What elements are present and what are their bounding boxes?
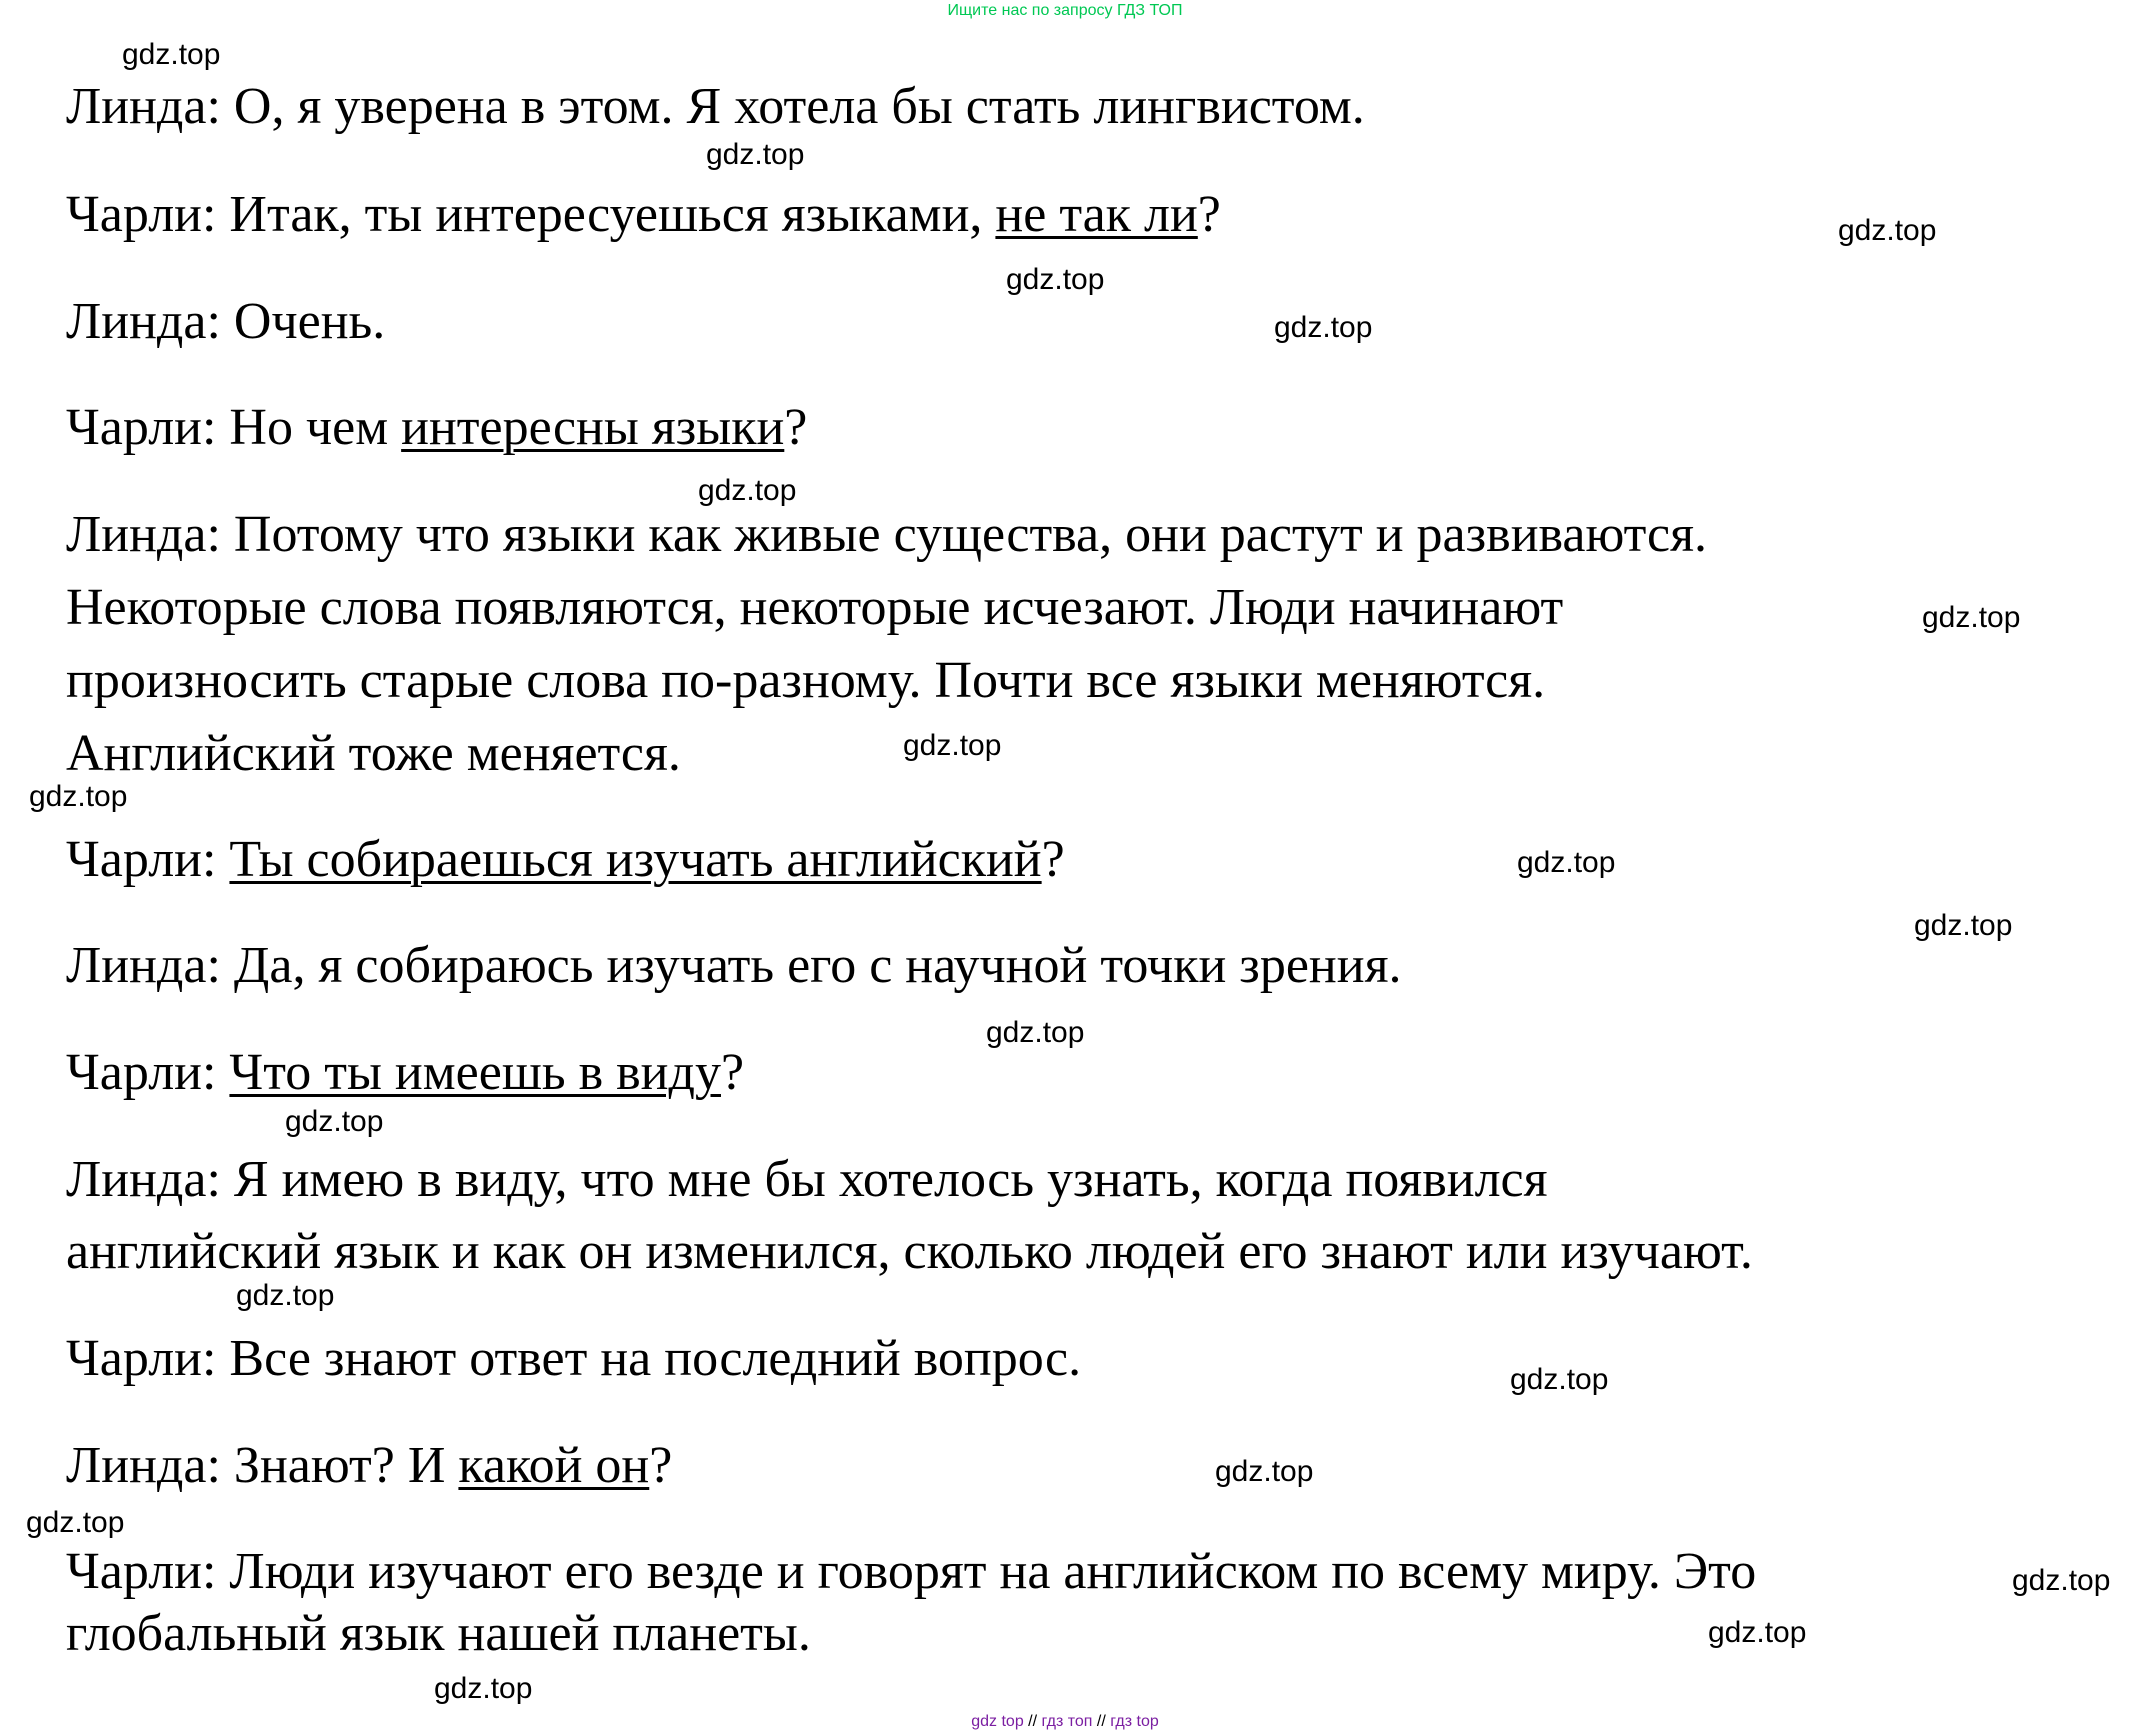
underlined-phrase: интересны языки xyxy=(401,399,785,456)
line-text: Но чем xyxy=(216,399,402,456)
watermark: gdz.top xyxy=(706,138,805,171)
line-text: Некоторые слова появляются, некоторые исчезают. Люди начинают xyxy=(66,579,1564,636)
line-text xyxy=(216,831,229,888)
footer-link[interactable]: гдз top xyxy=(1110,1713,1159,1730)
line-text: Да, я собираюсь изучать его с научной точки зрения. xyxy=(220,937,1402,994)
dialogue-line-5-cont xyxy=(66,651,1545,711)
watermark: gdz.top xyxy=(1510,1363,1609,1396)
speaker-label: Линда: xyxy=(66,1437,221,1494)
watermark: gdz.top xyxy=(236,1279,335,1312)
line-text: произносить старые слова по-разному. Почти все языки меняются. xyxy=(66,652,1546,709)
dialogue-line-7 xyxy=(66,936,1401,996)
underlined-phrase: не так ли xyxy=(995,186,1198,243)
dialogue-line-12-cont xyxy=(66,1604,811,1664)
speaker-label: Линда: xyxy=(66,937,221,994)
dialogue-line-5-cont xyxy=(66,578,1563,638)
line-text: О, я уверена в этом. Я хотела бы стать лингвистом. xyxy=(220,78,1365,135)
watermark: gdz.top xyxy=(2012,1564,2111,1597)
watermark: gdz.top xyxy=(1274,311,1373,344)
watermark: gdz.top xyxy=(1922,601,2021,634)
dialogue-line-6 xyxy=(66,830,1065,890)
underlined-phrase: Что ты имеешь в виду xyxy=(229,1044,721,1101)
line-text: ? xyxy=(1197,186,1221,243)
line-text: ? xyxy=(1041,831,1065,888)
footer-link[interactable]: гдз топ xyxy=(1041,1713,1093,1730)
line-text: ? xyxy=(649,1437,673,1494)
line-text: Люди изучают его везде и говорят на английском по всему миру. Это xyxy=(216,1543,1757,1600)
line-text: Знают? И xyxy=(220,1437,459,1494)
line-text: глобальный язык нашей планеты. xyxy=(66,1605,811,1662)
line-text: Я имею в виду, что мне бы хотелось узнать, когда появился xyxy=(220,1151,1548,1208)
dialogue-line-5 xyxy=(66,505,1707,565)
dialogue-line-9-cont xyxy=(66,1222,1753,1282)
line-text: английский язык и как он изменился, сколько людей его знают или изучают. xyxy=(66,1223,1753,1280)
watermark: gdz.top xyxy=(1517,846,1616,879)
speaker-label: Чарли: xyxy=(66,399,217,456)
watermark: gdz.top xyxy=(1215,1455,1314,1488)
watermark: gdz.top xyxy=(26,1506,125,1539)
speaker-label: Линда: xyxy=(66,293,221,350)
dialogue-line-8 xyxy=(66,1043,744,1103)
dialogue-line-12 xyxy=(66,1542,1756,1602)
underlined-phrase: Ты собираешься изучать английский xyxy=(229,831,1042,888)
speaker-label: Линда: xyxy=(66,78,221,135)
watermark: gdz.top xyxy=(434,1672,533,1705)
dialogue-line-4 xyxy=(66,398,807,458)
footer-link[interactable]: gdz top xyxy=(971,1713,1024,1730)
watermark: gdz.top xyxy=(698,474,797,507)
line-text xyxy=(216,1044,229,1101)
underlined-phrase: какой он xyxy=(458,1437,650,1494)
dialogue-line-3 xyxy=(66,292,385,352)
watermark: gdz.top xyxy=(1708,1616,1807,1649)
footer-separator: // xyxy=(1028,1713,1038,1730)
speaker-label: Чарли: xyxy=(66,186,217,243)
speaker-label: Чарли: xyxy=(66,1330,217,1387)
speaker-label: Чарли: xyxy=(66,1044,217,1101)
line-text: Итак, ты интересуешься языками, xyxy=(216,186,996,243)
dialogue-line-9 xyxy=(66,1150,1548,1210)
dialogue-line-5-cont xyxy=(66,724,681,784)
line-text: Все знают ответ на последний вопрос. xyxy=(216,1330,1082,1387)
watermark: gdz.top xyxy=(903,729,1002,762)
line-text: ? xyxy=(784,399,808,456)
speaker-label: Чарли: xyxy=(66,831,217,888)
line-text: Потому что языки как живые существа, они растут и развиваются. xyxy=(220,506,1708,563)
footer-separator: // xyxy=(1096,1713,1106,1730)
speaker-label: Чарли: xyxy=(66,1543,217,1600)
dialogue-line-11 xyxy=(66,1436,672,1496)
speaker-label: Линда: xyxy=(66,1151,221,1208)
line-text: Очень. xyxy=(220,293,386,350)
watermark: gdz.top xyxy=(1914,909,2013,942)
watermark: gdz.top xyxy=(1838,214,1937,247)
footer-links xyxy=(0,1712,2130,1732)
dialogue-line-2 xyxy=(66,185,1221,245)
watermark: gdz.top xyxy=(986,1016,1085,1049)
speaker-label: Линда: xyxy=(66,506,221,563)
dialogue-line-1 xyxy=(66,77,1365,137)
watermark: gdz.top xyxy=(1006,263,1105,296)
dialogue-line-10 xyxy=(66,1329,1081,1389)
line-text: ? xyxy=(720,1044,745,1101)
line-text: Английский тоже меняется. xyxy=(66,725,681,782)
watermark: gdz.top xyxy=(29,780,128,813)
search-banner: Ищите нас по запросу ГДЗ ТОП xyxy=(947,2,1183,19)
watermark: gdz.top xyxy=(122,38,221,71)
watermark: gdz.top xyxy=(285,1105,384,1138)
